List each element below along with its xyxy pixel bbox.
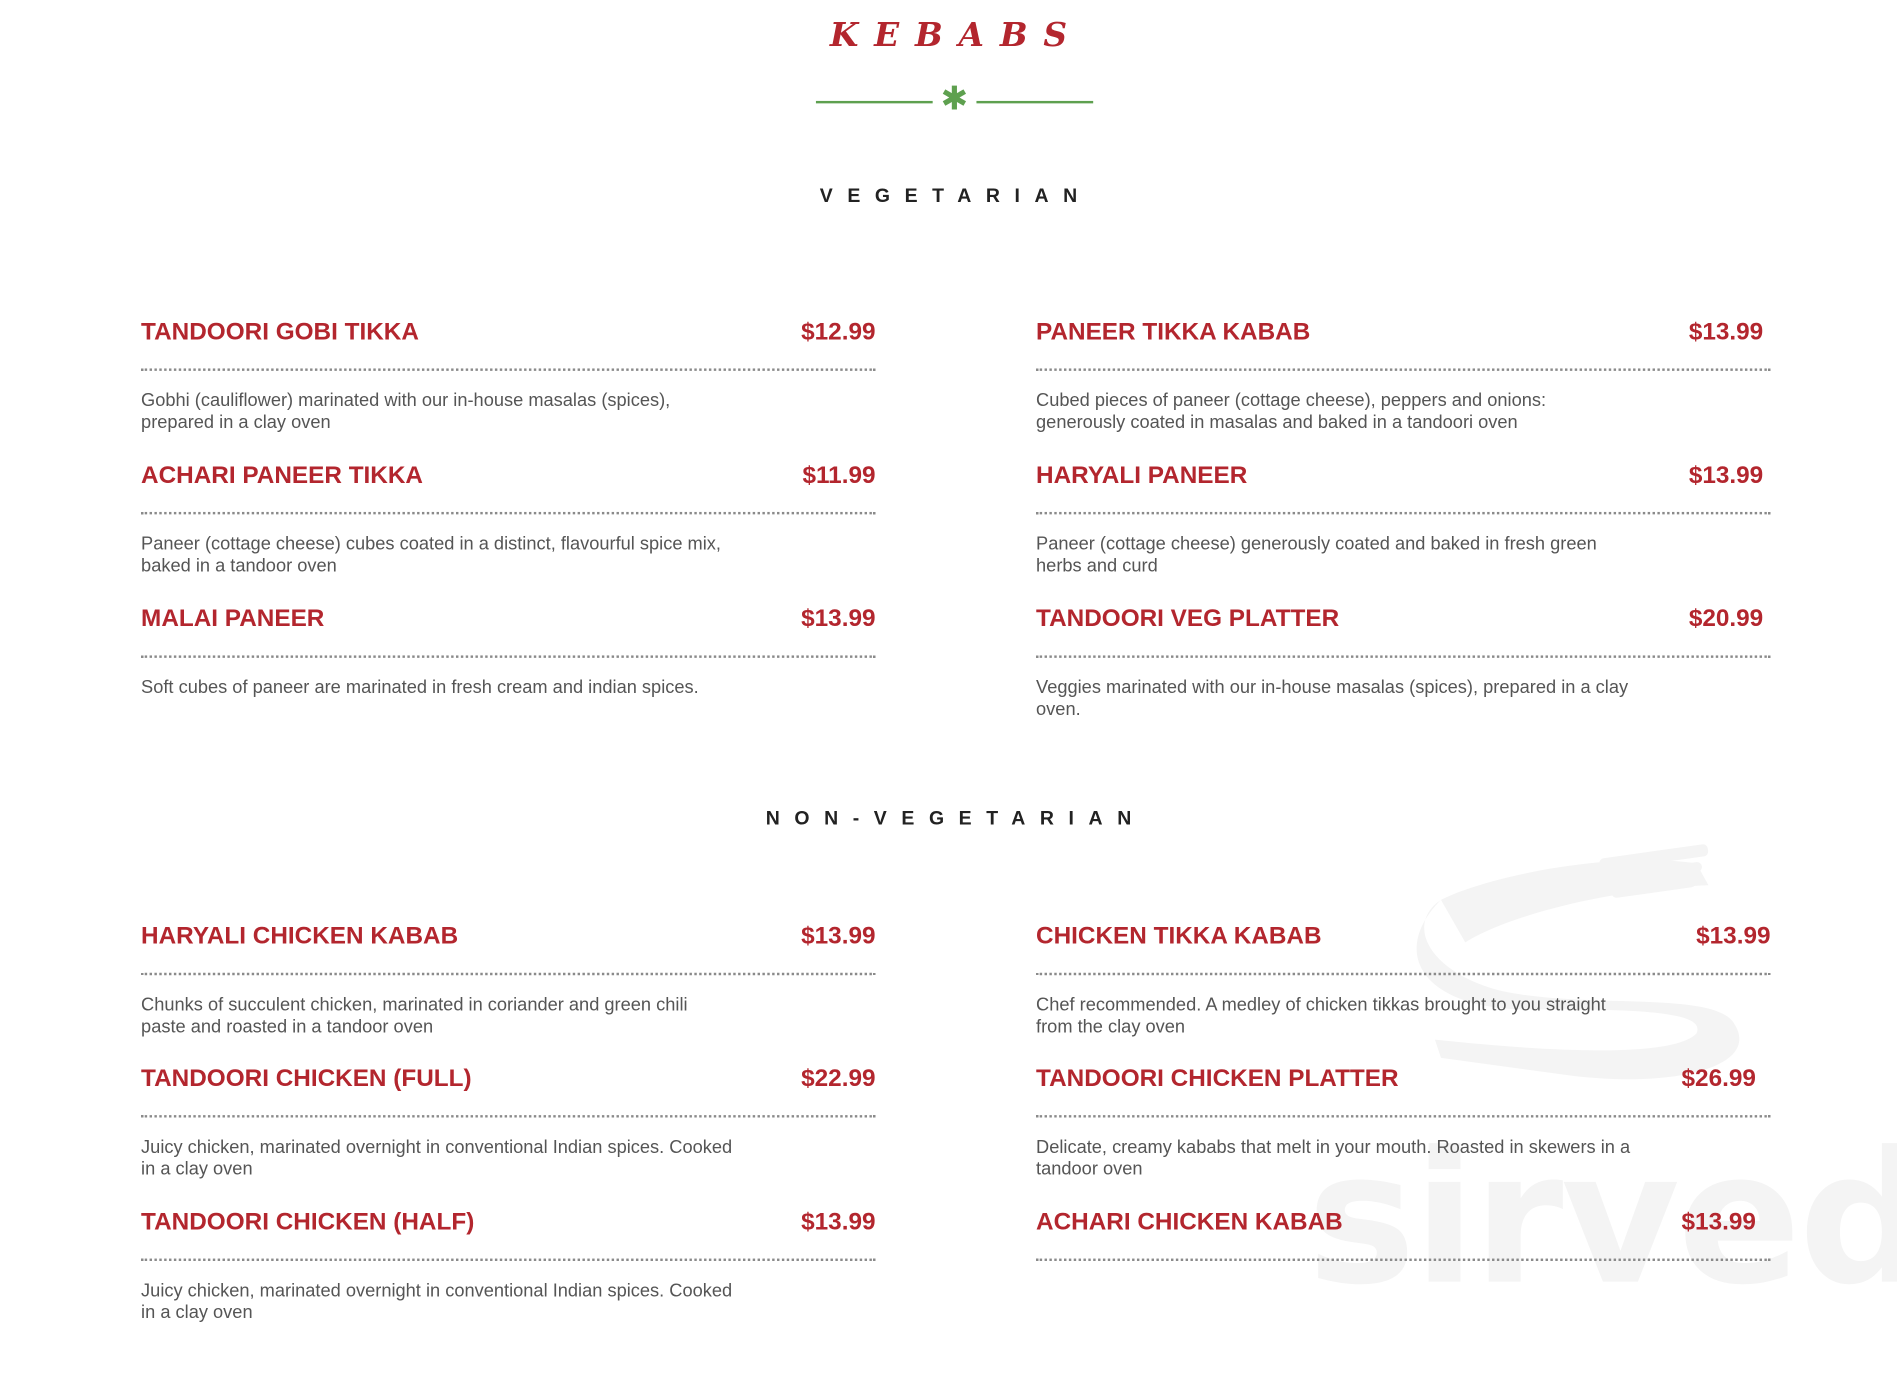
item-description: Paneer (cottage cheese) cubes coated in a distinct, flavourful spice mix, baked in a tandoor oven	[141, 533, 721, 576]
item-description: Juicy chicken, marinated overnight in conventional Indian spices. Cooked in a clay oven	[141, 1136, 733, 1179]
item-name: ACHARI CHICKEN KABAB	[1036, 1208, 1343, 1236]
menu-item	[141, 319, 875, 433]
item-price: $26.99	[1681, 1065, 1756, 1092]
item-description: Juicy chicken, marinated overnight in conventional Indian spices. Cooked in a clay oven	[141, 1280, 733, 1323]
item-price: $13.99	[1688, 462, 1764, 489]
item-name: ACHARI PANEER TIKKA	[141, 462, 423, 489]
divider-line-left	[816, 101, 933, 103]
section-heading-non-vegetarian: NON-VEGETARIAN	[765, 808, 1146, 830]
item-price: $11.99	[802, 462, 876, 489]
item-name: CHICKEN TIKKA KABAB	[1036, 922, 1322, 950]
item-name: HARYALI PANEER	[1036, 462, 1248, 489]
menu-item	[1036, 923, 1770, 1037]
menu-item	[141, 606, 875, 699]
item-description: Paneer (cottage cheese) generously coated and baked in fresh green herbs and curd	[1036, 533, 1597, 576]
menu-item-header	[1036, 319, 1770, 371]
item-name: TANDOORI CHICKEN PLATTER	[1036, 1065, 1399, 1092]
menu-item-header	[1036, 462, 1770, 514]
menu-item-header	[1036, 1209, 1770, 1261]
item-name: PANEER TIKKA KABAB	[1036, 318, 1311, 346]
item-price: $13.99	[1688, 318, 1764, 346]
item-price: $12.99	[801, 318, 876, 346]
menu-item	[141, 923, 875, 1037]
menu-item	[1036, 1209, 1770, 1261]
menu-item-header	[1036, 1065, 1770, 1117]
menu-item-header	[1036, 606, 1770, 658]
item-price: $13.99	[801, 605, 876, 633]
item-description: Soft cubes of paneer are marinated in fresh cream and indian spices.	[141, 677, 699, 698]
item-description: Chef recommended. A medley of chicken tikkas brought to you straight from the clay oven	[1036, 994, 1606, 1037]
menu-item-header	[141, 319, 875, 371]
item-price: $13.99	[801, 1208, 876, 1236]
menu-item	[141, 1065, 875, 1179]
item-price: $20.99	[1688, 605, 1764, 633]
item-description: Chunks of succulent chicken, marinated in coriander and green chili paste and roasted in a tandoor oven	[141, 994, 688, 1037]
menu-item-header	[141, 462, 875, 514]
title-divider	[0, 80, 1897, 121]
item-name: TANDOORI CHICKEN (FULL)	[141, 1065, 472, 1092]
item-price: $22.99	[801, 1065, 876, 1092]
item-description: Delicate, creamy kababs that melt in your mouth. Roasted in skewers in a tandoor oven	[1036, 1136, 1631, 1179]
item-description: Veggies marinated with our in-house masalas (spices), prepared in a clay oven.	[1036, 677, 1629, 720]
item-description: Gobhi (cauliflower) marinated with our in-house masalas (spices), prepared in a clay oven	[141, 390, 671, 433]
menu-item-header	[141, 923, 875, 975]
menu-item-header	[141, 606, 875, 658]
menu-item	[1036, 606, 1770, 720]
menu-item	[141, 1209, 875, 1323]
item-name: HARYALI CHICKEN KABAB	[141, 922, 459, 950]
item-name: MALAI PANEER	[141, 605, 325, 633]
menu-item	[1036, 462, 1770, 576]
menu-item	[1036, 1065, 1770, 1179]
item-name: TANDOORI GOBI TIKKA	[141, 318, 419, 346]
item-price: $13.99	[1681, 1208, 1756, 1236]
asterisk-icon: ✱	[940, 80, 969, 118]
item-description: Cubed pieces of paneer (cottage cheese), peppers and onions: generously coated in masalas and baked in a tandoori oven	[1036, 390, 1547, 433]
menu-item-header	[141, 1065, 875, 1117]
section-heading-vegetarian: VEGETARIAN	[819, 186, 1092, 207]
menu-item	[141, 462, 875, 576]
divider-line-right	[976, 101, 1093, 103]
menu-item-header	[1036, 923, 1770, 975]
item-price: $13.99	[1696, 922, 1771, 950]
item-name: TANDOORI CHICKEN (HALF)	[141, 1208, 475, 1236]
menu-item-header	[141, 1209, 875, 1261]
item-name: TANDOORI VEG PLATTER	[1036, 605, 1340, 633]
menu-item	[1036, 319, 1770, 433]
page-title: KEBABS	[829, 17, 1083, 55]
item-price: $13.99	[801, 922, 876, 950]
